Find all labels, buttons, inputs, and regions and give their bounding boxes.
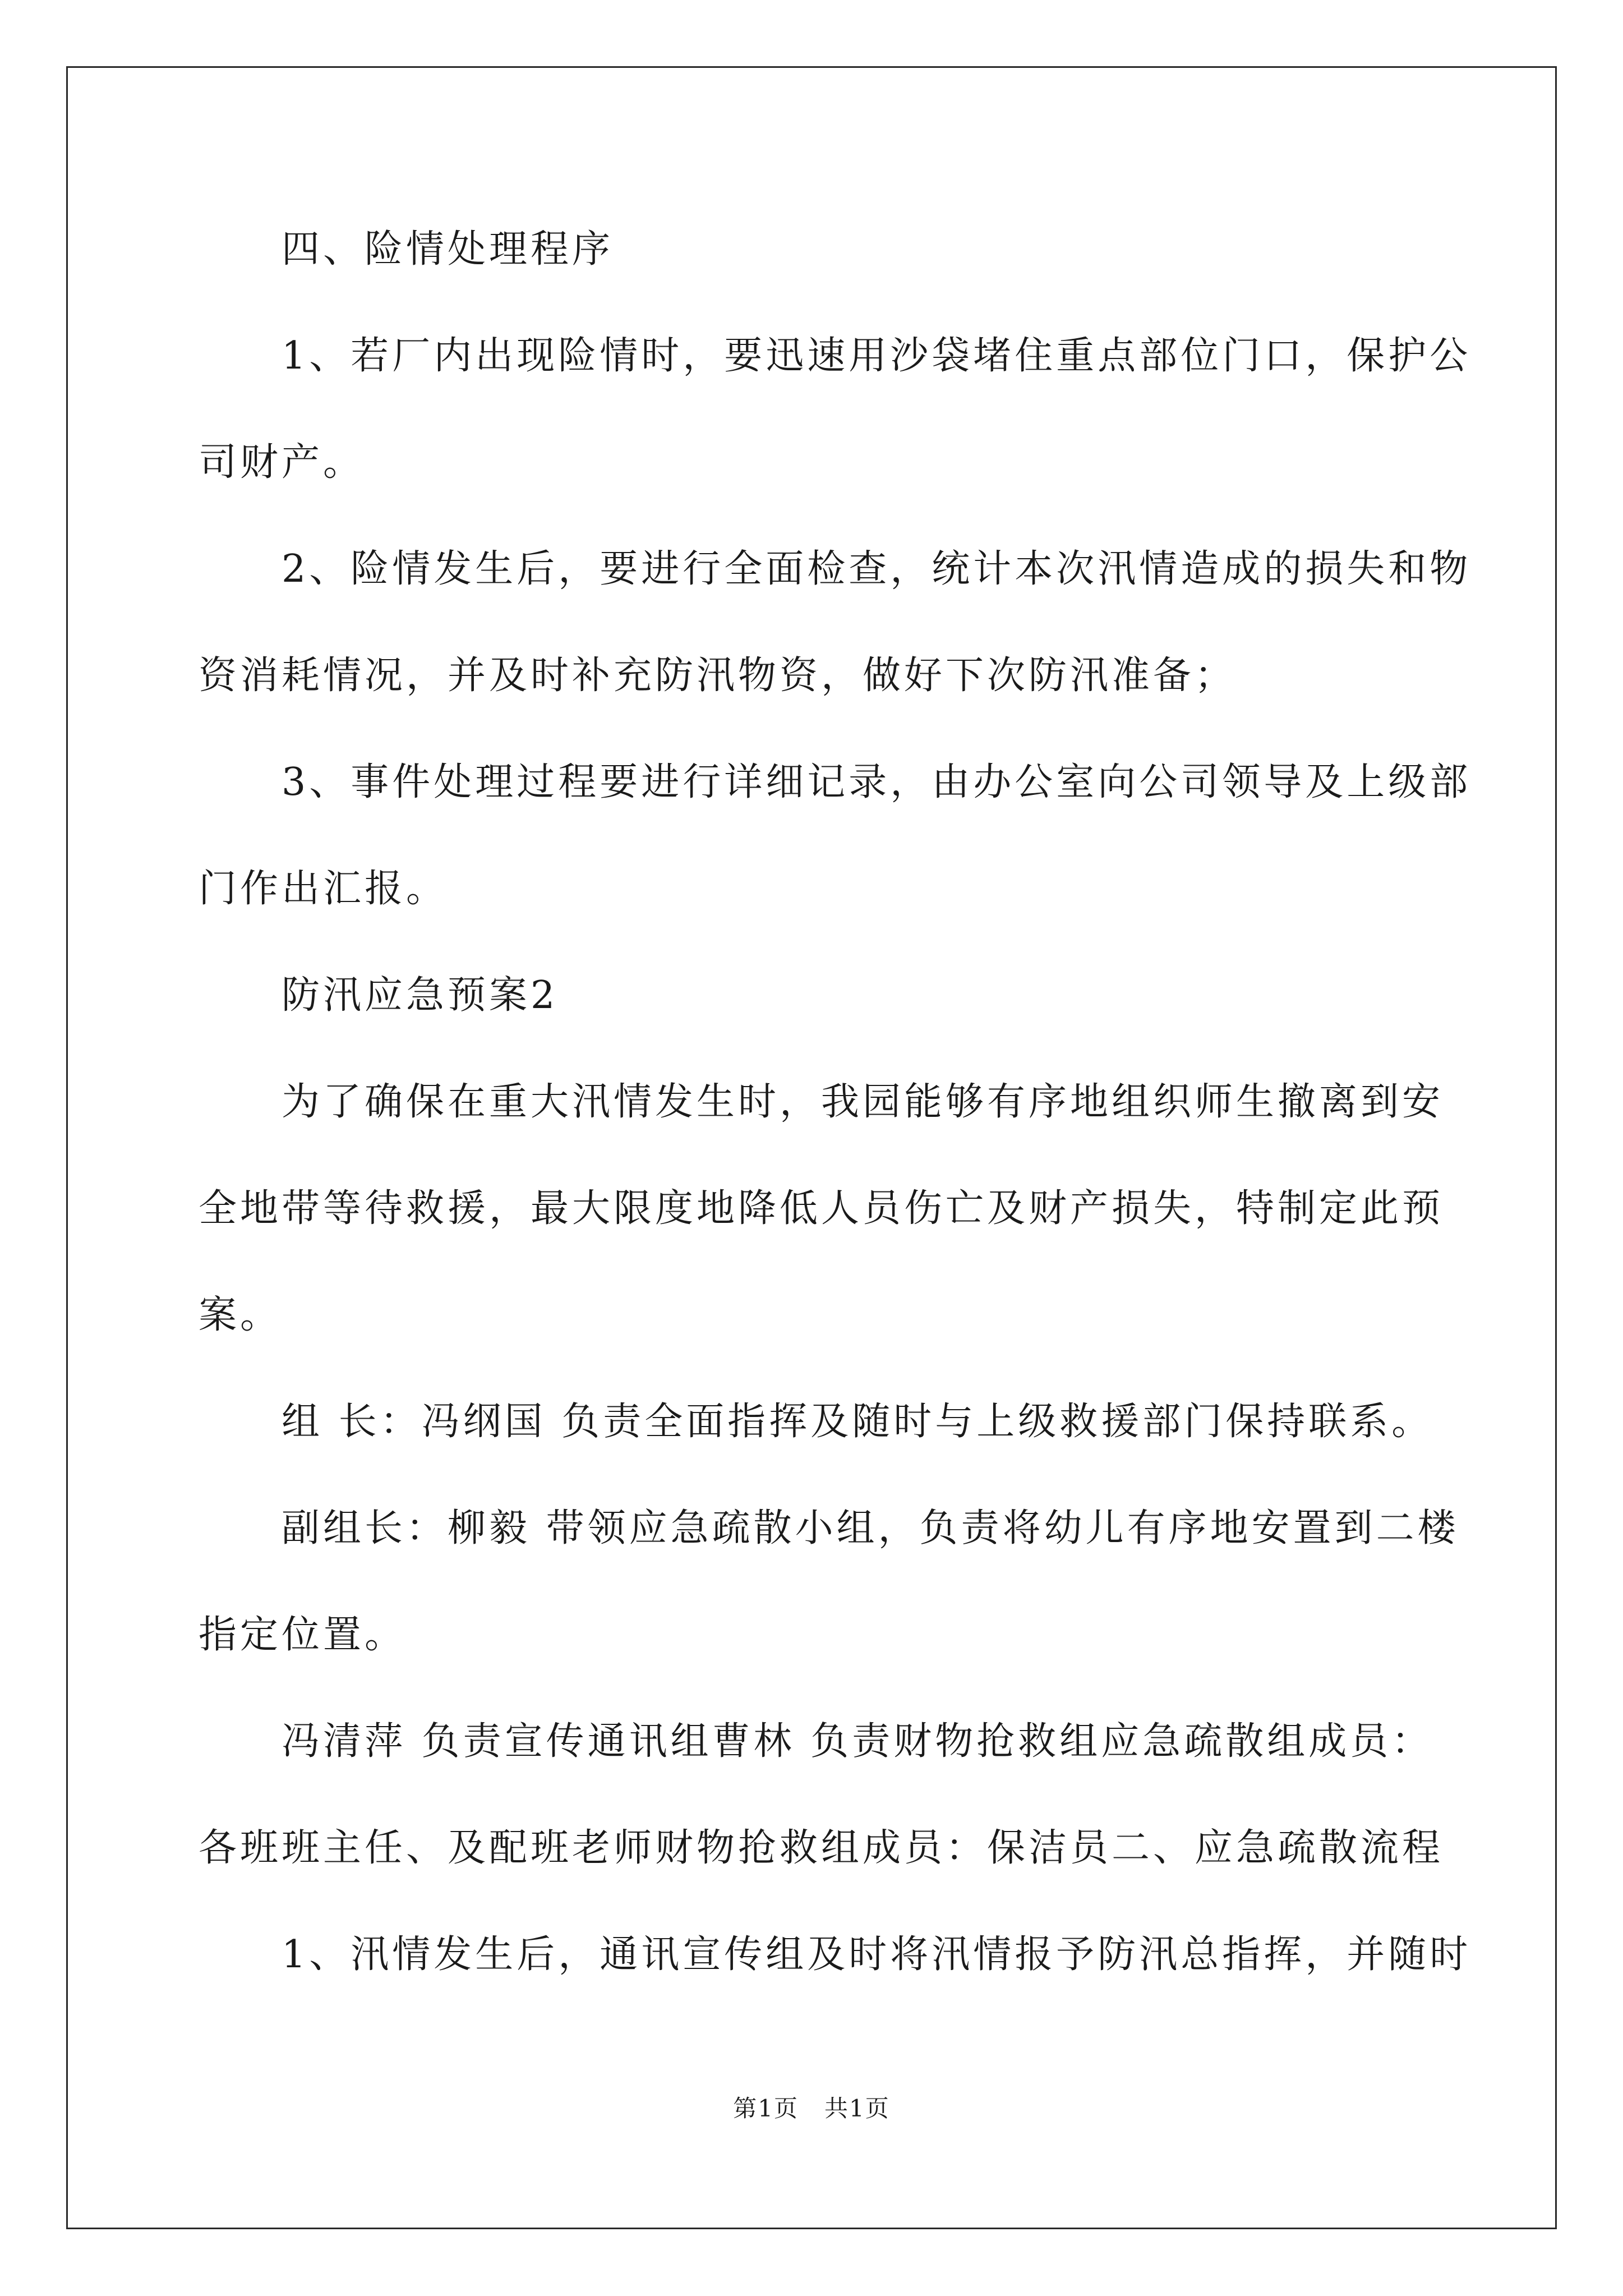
paragraph-line: 各班班主任、及配班老师财物抢救组成员：保洁员二、应急疏散流程 (199, 1826, 1444, 1870)
paragraph-line: 案。 (199, 1293, 282, 1337)
paragraph-line: 资消耗情况，并及时补充防汛物资，做好下次防汛准备； (199, 654, 1237, 698)
paragraph-line: 3、事件处理过程要进行详细记录，由办公室向公司领导及上级部 (282, 760, 1472, 804)
plan-title: 防汛应急预案2 (282, 973, 559, 1018)
paragraph-line: 为了确保在重大汛情发生时，我园能够有序地组织师生撤离到安 (282, 1080, 1444, 1124)
paragraph-line: 司财产。 (199, 440, 365, 485)
paragraph-line: 1、若厂内出现险情时，要迅速用沙袋堵住重点部位门口，保护公 (282, 334, 1472, 378)
paragraph-line: 2、险情发生后，要进行全面检查，统计本次汛情造成的损失和物 (282, 547, 1472, 591)
page-footer: 第1页 共1页 (733, 2095, 890, 2122)
paragraph-line: 组 长：冯纲国 负责全面指挥及随时与上级救援部门保持联系。 (282, 1400, 1433, 1444)
paragraph-line: 冯清萍 负责宣传通讯组曹林 负责财物抢救组应急疏散组成员： (282, 1719, 1433, 1764)
paragraph-line: 指定位置。 (199, 1613, 407, 1657)
paragraph-line: 1、汛情发生后，通讯宣传组及时将汛情报予防汛总指挥，并随时 (282, 1932, 1472, 1977)
section-heading: 四、险情处理程序 (282, 227, 614, 272)
paragraph-line: 全地带等待救援，最大限度地降低人员伤亡及财产损失，特制定此预 (199, 1186, 1444, 1231)
paragraph-line: 副组长：柳毅 带领应急疏散小组，负责将幼儿有序地安置到二楼 (282, 1506, 1459, 1550)
paragraph-line: 门作出汇报。 (199, 867, 448, 911)
